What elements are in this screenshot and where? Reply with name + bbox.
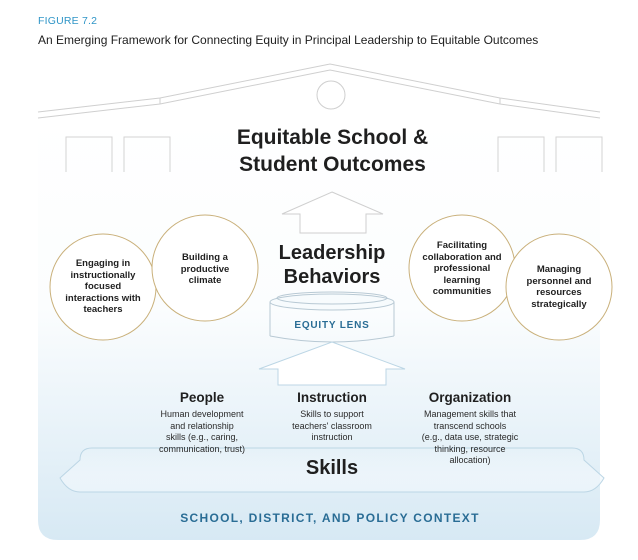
- skill-instruction-heading: Instruction: [297, 390, 367, 405]
- skill-organization: [400, 390, 540, 467]
- skill-instruction-description: Skills to support teachers' classroom instruction: [292, 409, 372, 442]
- figure-title: An Emerging Framework for Connecting Equity in Principal Leadership to Equitable Outcomes: [38, 33, 539, 47]
- leadership-line-2: Behaviors: [283, 266, 381, 288]
- skills-title: Skills: [305, 457, 359, 479]
- behavior-4-text: Managing personnel and resources strategically: [526, 264, 592, 310]
- equity-lens-label: EQUITY LENS: [294, 320, 370, 331]
- context-label: SCHOOL, DISTRICT, AND POLICY CONTEXT: [180, 511, 480, 525]
- behavior-3-text: Facilitating collaboration and professional learning communities: [422, 240, 502, 298]
- skill-people-description: Human development and relationship skills (e.g., caring, communication, trust): [158, 409, 246, 454]
- skill-organization-description: Management skills that transcend schools (e.g., data use, strategic thinking, resource allocation): [421, 409, 519, 465]
- outcomes-line-2: Student Outcomes: [239, 153, 426, 176]
- leadership-behaviors-title: [262, 241, 402, 289]
- roof-window-icon: [317, 81, 345, 109]
- skill-instruction: [272, 390, 392, 444]
- behavior-2-text: Building a productive climate: [180, 252, 230, 287]
- leadership-line-1: Leadership: [278, 242, 386, 264]
- skill-organization-heading: Organization: [428, 390, 512, 405]
- skill-people: [132, 390, 272, 455]
- outcomes-title: [200, 124, 465, 178]
- figure-label: FIGURE 7.2: [38, 15, 98, 27]
- skill-people-heading: People: [179, 390, 225, 405]
- outcomes-line-1: Equitable School &: [236, 126, 429, 149]
- behavior-1-text: Engaging in instructionally focused interactions with teachers: [65, 258, 141, 316]
